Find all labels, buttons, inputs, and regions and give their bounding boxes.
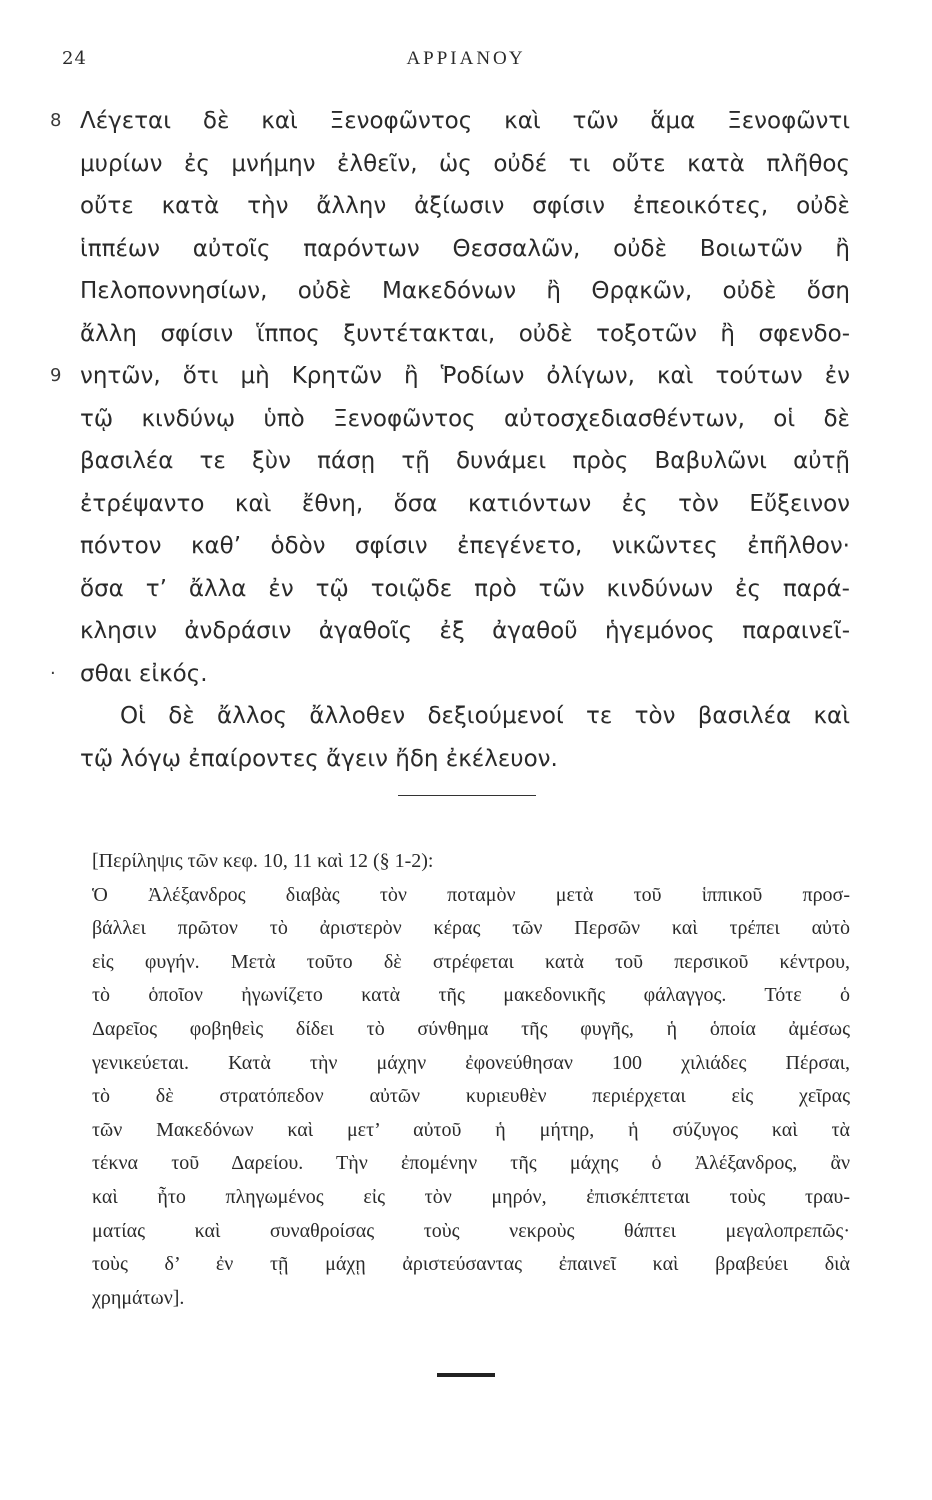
text-line bbox=[80, 398, 850, 441]
note-line: [Περίληψις τῶν κεφ. 10, 11 καὶ 12 (§ 1-2): bbox=[92, 850, 434, 872]
line-text: σθαι εἰκός. bbox=[80, 660, 208, 687]
section-divider bbox=[398, 795, 536, 796]
text-line bbox=[80, 525, 850, 568]
text-line bbox=[80, 270, 850, 313]
line-text: Οἱ δὲ ἄλλος ἄλλοθεν δεξιούμενοί τε τὸν βασιλέα καὶ bbox=[120, 703, 850, 729]
running-title: ΑΡΡΙΑΝΟΥ bbox=[406, 48, 526, 69]
line-text: Λέγεται δὲ καὶ Ξενοφῶντος καὶ τῶν ἅμα Ξενοφῶντι bbox=[80, 108, 850, 134]
line-text: Πελοποννησίων, οὐδὲ Μακεδόνων ἢ Θρᾳκῶν, οὐδὲ ὅση bbox=[80, 278, 850, 304]
line-text: βασιλέα τε ξὺν πάσῃ τῇ δυνάμει πρὸς Βαβυλῶνι αὐτῇ bbox=[80, 448, 850, 474]
line-text: τῷ κινδύνῳ ὑπὸ Ξενοφῶντος αὐτοσχεδιασθέντων, οἱ δὲ bbox=[80, 405, 850, 432]
text-line bbox=[80, 568, 850, 611]
text-line bbox=[80, 143, 850, 186]
text-line bbox=[80, 440, 850, 483]
line-text: ἱππέων αὐτοῖς παρόντων Θεσσαλῶν, οὐδὲ Βοιωτῶν ἢ bbox=[80, 235, 850, 262]
line-text: οὔτε κατὰ τὴν ἄλλην ἀξίωσιν σφίσιν ἐπεοικότες, οὐδὲ bbox=[80, 193, 850, 219]
note-line: ματίας καὶ συναθροίσας τοὺς νεκροὺς θάπτει μεγαλοπρεπῶς· bbox=[92, 1219, 850, 1242]
note-line: γενικεύεται. Κατὰ τὴν μάχην ἐφονεύθησαν 100 χιλιάδες Πέρσαι, bbox=[92, 1051, 850, 1074]
line-text: ἐτρέψαντο καὶ ἔθνη, ὅσα κατιόντων ἐς τὸν Εὔξεινον bbox=[80, 490, 850, 517]
line-text: ἄλλη σφίσιν ἵππος ξυντέτακται, οὐδὲ τοξοτῶν ἢ σφενδο- bbox=[80, 320, 850, 347]
text-line bbox=[80, 313, 850, 356]
text-line bbox=[80, 185, 850, 228]
note-line: Δαρεῖος φοβηθεὶς δίδει τὸ σύνθημα τῆς φυγῆς, ἡ ὁποία ἀμέσως bbox=[92, 1017, 850, 1040]
note-line: τῶν Μακεδόνων καὶ μετ’ αὐτοῦ ἡ μήτηρ, ἡ σύζυγος καὶ τὰ bbox=[92, 1118, 850, 1141]
line-text: πόντον καθ’ ὁδὸν σφίσιν ἐπεγένετο, νικῶντες ἐπῆλθον· bbox=[80, 533, 850, 559]
text-line bbox=[80, 610, 850, 653]
end-mark bbox=[437, 1373, 495, 1377]
page-header bbox=[0, 48, 932, 72]
note-line: εἰς φυγήν. Μετὰ τοῦτο δὲ στρέφεται κατὰ τοῦ περσικοῦ κέντρου, bbox=[92, 950, 850, 973]
note-line: τὸ δὲ στρατόπεδον αὐτῶν κυριευθὲν περιέρχεται εἰς χεῖρας bbox=[92, 1085, 850, 1108]
section-number: 9 bbox=[50, 365, 62, 386]
note-line: καὶ ἦτο πληγωμένος εἰς τὸν μηρόν, ἐπισκέπτεται τοὺς τραυ- bbox=[92, 1185, 850, 1208]
text-line bbox=[80, 228, 850, 271]
note-line: βάλλει πρῶτον τὸ ἀριστερὸν κέρας τῶν Περσῶν καὶ τρέπει αὐτὸ bbox=[92, 917, 850, 940]
main-greek-text bbox=[50, 100, 850, 780]
text-line bbox=[80, 695, 850, 738]
line-text: νητῶν, ὅτι μὴ Κρητῶν ἢ Ῥοδίων ὀλίγων, καὶ τούτων ἐν bbox=[80, 363, 850, 389]
line-text: μυρίων ἐς μνήμην ἐλθεῖν, ὡς οὐδέ τι οὔτε κατὰ πλῆθος bbox=[80, 150, 850, 177]
line-text: κλησιν ἀνδράσιν ἀγαθοῖς ἐξ ἀγαθοῦ ἡγεμόνος παραινεῖ- bbox=[80, 618, 850, 644]
text-line bbox=[50, 100, 850, 143]
note-line: Ὁ Ἀλέξανδρος διαβὰς τὸν ποταμὸν μετὰ τοῦ ἱππικοῦ προσ- bbox=[92, 883, 850, 906]
line-text: τῷ λόγῳ ἐπαίροντες ἄγειν ἤδη ἐκέλευον. bbox=[80, 745, 558, 772]
text-line bbox=[80, 738, 850, 781]
text-line bbox=[50, 355, 850, 398]
section-number: 8 bbox=[50, 110, 62, 131]
text-line bbox=[50, 653, 850, 696]
line-text: ὅσα τ’ ἄλλα ἐν τῷ τοιῷδε πρὸ τῶν κινδύνων ἐς παρά- bbox=[80, 575, 850, 602]
note-line: τέκνα τοῦ Δαρείου. Τὴν ἐπομένην τῆς μάχης ὁ Ἀλέξανδρος, ἂν bbox=[92, 1152, 850, 1175]
section-number: · bbox=[50, 662, 56, 684]
note-line: χρημάτων]. bbox=[92, 1286, 185, 1309]
note-line: τοὺς δ’ ἐν τῇ μάχῃ ἀριστεύσαντας ἐπαινεῖ καὶ βραβεύει διὰ bbox=[92, 1253, 850, 1276]
summary-note bbox=[92, 845, 850, 1315]
note-line: τὸ ὁποῖον ἠγωνίζετο κατὰ τῆς μακεδονικῆς φάλαγγος. Τότε ὁ bbox=[92, 984, 850, 1007]
text-line bbox=[80, 483, 850, 526]
page-number: 24 bbox=[62, 48, 87, 69]
